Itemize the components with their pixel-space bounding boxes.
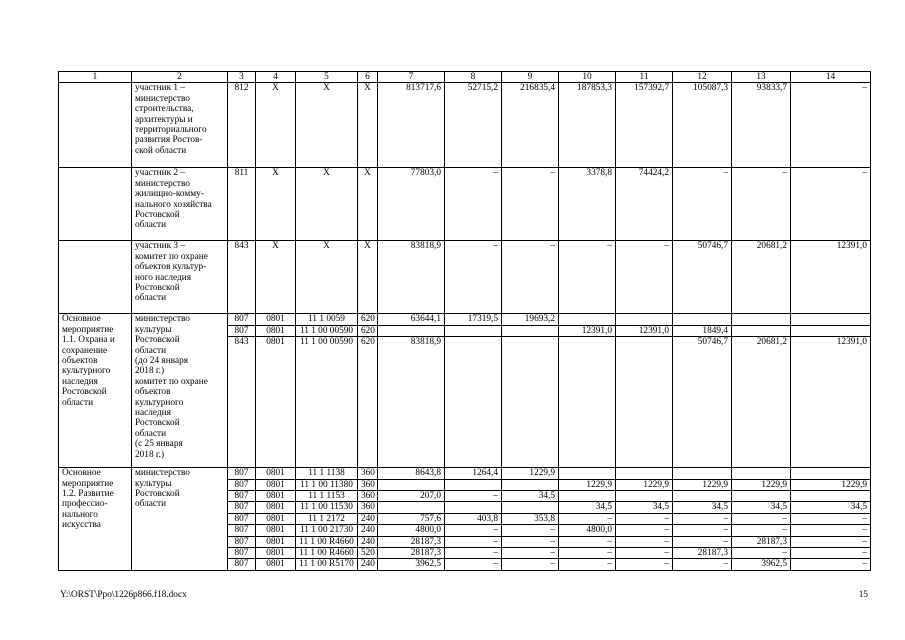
value-cell: 19693,2 <box>502 314 559 325</box>
column-header-3: 3 <box>228 72 256 83</box>
value-cell: 28187,3 <box>378 536 445 547</box>
value-cell: 93833,7 <box>732 83 791 168</box>
value-cell: 843 <box>228 241 256 314</box>
value-cell <box>502 325 559 336</box>
value-cell <box>378 325 445 336</box>
value-cell: 34,5 <box>616 502 673 513</box>
value-cell: 0801 <box>256 502 296 513</box>
value-cell: 83818,9 <box>378 337 445 468</box>
value-cell <box>732 468 791 479</box>
value-cell: 12391,0 <box>616 325 673 336</box>
value-cell: – <box>445 168 502 241</box>
value-cell: 807 <box>228 525 256 536</box>
column-header-5: 5 <box>296 72 358 83</box>
value-cell: – <box>502 559 559 570</box>
value-cell: 3378,8 <box>559 168 616 241</box>
value-cell: Х <box>296 241 358 314</box>
value-cell <box>616 314 673 325</box>
column-header-11: 11 <box>616 72 673 83</box>
value-cell: 34,5 <box>791 502 871 513</box>
value-cell: Х <box>296 168 358 241</box>
value-cell: 216835,4 <box>502 83 559 168</box>
value-cell: 807 <box>228 314 256 325</box>
value-cell <box>502 337 559 468</box>
value-cell: 807 <box>228 325 256 336</box>
value-cell <box>673 468 732 479</box>
value-cell <box>673 314 732 325</box>
value-cell: 240 <box>358 559 378 570</box>
value-cell: 807 <box>228 548 256 559</box>
column-header-10: 10 <box>559 72 616 83</box>
value-cell: – <box>445 241 502 314</box>
value-cell: 807 <box>228 468 256 479</box>
value-cell: 807 <box>228 536 256 547</box>
value-cell: 0801 <box>256 525 296 536</box>
value-cell: 1229,9 <box>791 479 871 490</box>
value-cell: – <box>445 559 502 570</box>
value-cell: 360 <box>358 468 378 479</box>
value-cell: 11 1 1153 <box>296 491 358 502</box>
value-cell: 0801 <box>256 314 296 325</box>
value-cell: – <box>559 536 616 547</box>
value-cell <box>559 337 616 468</box>
column-header-6: 6 <box>358 72 378 83</box>
value-cell <box>673 491 732 502</box>
value-cell: 157392,7 <box>616 83 673 168</box>
value-cell: – <box>732 513 791 524</box>
value-cell <box>502 479 559 490</box>
column-header-4: 4 <box>256 72 296 83</box>
value-cell: 620 <box>358 337 378 468</box>
participant-row <box>59 168 871 241</box>
value-cell <box>502 502 559 513</box>
value-cell: – <box>445 525 502 536</box>
value-cell: 1229,9 <box>559 479 616 490</box>
value-cell: 77803,0 <box>378 168 445 241</box>
value-cell: 11 1 00 00590 <box>296 325 358 336</box>
value-cell: 11 1 00 11530 <box>296 502 358 513</box>
value-cell: 620 <box>358 314 378 325</box>
value-cell <box>791 325 871 336</box>
value-cell: 28187,3 <box>732 536 791 547</box>
value-cell: 34,5 <box>502 491 559 502</box>
column-header-14: 14 <box>791 72 871 83</box>
value-cell <box>616 337 673 468</box>
value-cell: – <box>559 559 616 570</box>
value-cell: Х <box>358 83 378 168</box>
value-cell: 0801 <box>256 337 296 468</box>
value-cell: 11 1 00 R4660 <box>296 548 358 559</box>
value-cell: 11 1 0059 <box>296 314 358 325</box>
value-cell: 83818,9 <box>378 241 445 314</box>
value-cell: 20681,2 <box>732 337 791 468</box>
value-cell: 811 <box>228 168 256 241</box>
value-cell: 0801 <box>256 325 296 336</box>
value-cell <box>616 468 673 479</box>
value-cell: 50746,7 <box>673 241 732 314</box>
value-cell <box>445 325 502 336</box>
column-number-row <box>59 72 871 83</box>
value-cell: 807 <box>228 479 256 490</box>
value-cell: Х <box>256 241 296 314</box>
value-cell: 0801 <box>256 548 296 559</box>
page-number: 15 <box>858 590 868 600</box>
value-cell: – <box>791 559 871 570</box>
value-cell: 353,8 <box>502 513 559 524</box>
value-cell: – <box>502 548 559 559</box>
value-cell: 620 <box>358 325 378 336</box>
value-cell <box>559 314 616 325</box>
value-cell: 4800,0 <box>378 525 445 536</box>
value-cell: 807 <box>228 559 256 570</box>
value-cell: 812 <box>228 83 256 168</box>
column-header-1: 1 <box>59 72 132 83</box>
value-cell: 17319,5 <box>445 314 502 325</box>
value-cell: – <box>616 241 673 314</box>
value-cell: 12391,0 <box>791 241 871 314</box>
value-cell: 843 <box>228 337 256 468</box>
value-cell <box>445 337 502 468</box>
value-cell: – <box>673 525 732 536</box>
activity-1-1-name: Основное мероприятие 1.1. Охрана и сохранение объектов культурного наследия Ростовской области <box>59 314 132 468</box>
value-cell: – <box>502 241 559 314</box>
file-path: Y:\ORST\Ppo\1226p866.f18.docx <box>60 590 187 600</box>
value-cell: – <box>445 536 502 547</box>
value-cell: 1229,9 <box>673 479 732 490</box>
value-cell: – <box>559 241 616 314</box>
value-cell: – <box>445 548 502 559</box>
value-cell: – <box>791 548 871 559</box>
value-cell: 28187,3 <box>378 548 445 559</box>
value-cell: 240 <box>358 536 378 547</box>
value-cell: 34,5 <box>673 502 732 513</box>
value-cell: – <box>616 513 673 524</box>
value-cell: 0801 <box>256 479 296 490</box>
value-cell: 11 1 1138 <box>296 468 358 479</box>
value-cell: 11 1 00 R4660 <box>296 536 358 547</box>
participant-name: участник 3 – комитет по охране объектов культур- ного наследия Ростовской области <box>132 241 228 314</box>
value-cell: 0801 <box>256 536 296 547</box>
column-header-12: 12 <box>673 72 732 83</box>
value-cell: Х <box>256 168 296 241</box>
activity-name-cell <box>59 83 132 168</box>
value-cell <box>559 468 616 479</box>
column-header-13: 13 <box>732 72 791 83</box>
participant-name: участник 1 – министерство строительства, архитектуры и территориального развития Ростов- ской области <box>132 83 228 168</box>
value-cell: 0801 <box>256 468 296 479</box>
value-cell: 1229,9 <box>502 468 559 479</box>
value-cell: 34,5 <box>732 502 791 513</box>
value-cell <box>791 468 871 479</box>
value-cell: 11 1 00 21730 <box>296 525 358 536</box>
value-cell: – <box>791 168 871 241</box>
value-cell: 1229,9 <box>616 479 673 490</box>
value-cell: 240 <box>358 525 378 536</box>
value-cell: Х <box>358 241 378 314</box>
activity-name-cell <box>59 241 132 314</box>
value-cell: 403,8 <box>445 513 502 524</box>
document-page <box>58 71 870 571</box>
value-cell: – <box>732 548 791 559</box>
value-cell: 813717,6 <box>378 83 445 168</box>
value-cell <box>378 502 445 513</box>
value-cell: 240 <box>358 513 378 524</box>
participant-row <box>59 83 871 168</box>
value-cell: 11 1 00 R5170 <box>296 559 358 570</box>
value-cell: – <box>616 548 673 559</box>
value-cell: – <box>616 525 673 536</box>
value-cell: 187853,3 <box>559 83 616 168</box>
value-cell <box>732 314 791 325</box>
column-header-8: 8 <box>445 72 502 83</box>
value-cell: – <box>791 536 871 547</box>
value-cell: – <box>732 525 791 536</box>
value-cell: – <box>673 559 732 570</box>
value-cell <box>559 491 616 502</box>
value-cell: – <box>673 513 732 524</box>
value-cell: 807 <box>228 491 256 502</box>
value-cell <box>445 502 502 513</box>
value-cell <box>732 325 791 336</box>
value-cell <box>378 479 445 490</box>
value-cell: 360 <box>358 491 378 502</box>
value-cell: 74424,2 <box>616 168 673 241</box>
value-cell: 520 <box>358 548 378 559</box>
value-cell: 34,5 <box>559 502 616 513</box>
value-cell: Х <box>296 83 358 168</box>
value-cell: 360 <box>358 502 378 513</box>
value-cell: 360 <box>358 479 378 490</box>
value-cell: 0801 <box>256 513 296 524</box>
value-cell <box>732 491 791 502</box>
value-cell: – <box>616 536 673 547</box>
value-cell: 3962,5 <box>732 559 791 570</box>
value-cell: – <box>502 525 559 536</box>
value-cell: 28187,3 <box>673 548 732 559</box>
activity-1-2-row <box>59 468 871 479</box>
value-cell: – <box>791 525 871 536</box>
activity-1-1-row <box>59 314 871 325</box>
value-cell: 207,0 <box>378 491 445 502</box>
value-cell: – <box>732 168 791 241</box>
value-cell: – <box>791 83 871 168</box>
value-cell: Х <box>358 168 378 241</box>
value-cell: 20681,2 <box>732 241 791 314</box>
value-cell: 4800,0 <box>559 525 616 536</box>
value-cell: 12391,0 <box>559 325 616 336</box>
value-cell: – <box>791 513 871 524</box>
value-cell <box>791 314 871 325</box>
value-cell: 8643,8 <box>378 468 445 479</box>
participant-row <box>59 241 871 314</box>
column-header-9: 9 <box>502 72 559 83</box>
value-cell: 11 1 00 11380 <box>296 479 358 490</box>
value-cell: – <box>673 536 732 547</box>
value-cell: – <box>673 168 732 241</box>
value-cell: 1229,9 <box>732 479 791 490</box>
value-cell: 52715,2 <box>445 83 502 168</box>
value-cell: 0801 <box>256 559 296 570</box>
activity-1-1-executor: министерство культуры Ростовской области (до 24 января 2018 г.) комитет по охране объектов культурного наследия Ростовской области (с 25 января 2018 г.) <box>132 314 228 468</box>
activity-1-2-name: Основное мероприятие 1.2. Развитие профессио- нального искусства <box>59 468 132 571</box>
value-cell: 807 <box>228 502 256 513</box>
activity-1-2-executor: министерство культуры Ростовской области <box>132 468 228 571</box>
value-cell: 3962,5 <box>378 559 445 570</box>
value-cell: 50746,7 <box>673 337 732 468</box>
value-cell <box>791 491 871 502</box>
value-cell: 1264,4 <box>445 468 502 479</box>
value-cell: 0801 <box>256 491 296 502</box>
value-cell: 11 1 2172 <box>296 513 358 524</box>
value-cell: – <box>616 559 673 570</box>
activity-name-cell <box>59 168 132 241</box>
column-header-7: 7 <box>378 72 445 83</box>
value-cell: 757,6 <box>378 513 445 524</box>
value-cell: 11 1 00 00590 <box>296 337 358 468</box>
value-cell <box>616 491 673 502</box>
value-cell: 1849,4 <box>673 325 732 336</box>
budget-table <box>58 71 871 571</box>
value-cell: 12391,0 <box>791 337 871 468</box>
value-cell: Х <box>256 83 296 168</box>
value-cell: – <box>445 491 502 502</box>
value-cell <box>445 479 502 490</box>
value-cell: – <box>559 513 616 524</box>
value-cell: 105087,3 <box>673 83 732 168</box>
participant-name: участник 2 – министерство жилищно-комму- нального хозяйства Ростовской области <box>132 168 228 241</box>
column-header-2: 2 <box>132 72 228 83</box>
value-cell: – <box>559 548 616 559</box>
value-cell: – <box>502 536 559 547</box>
value-cell: 63644,1 <box>378 314 445 325</box>
value-cell: 807 <box>228 513 256 524</box>
value-cell: – <box>502 168 559 241</box>
